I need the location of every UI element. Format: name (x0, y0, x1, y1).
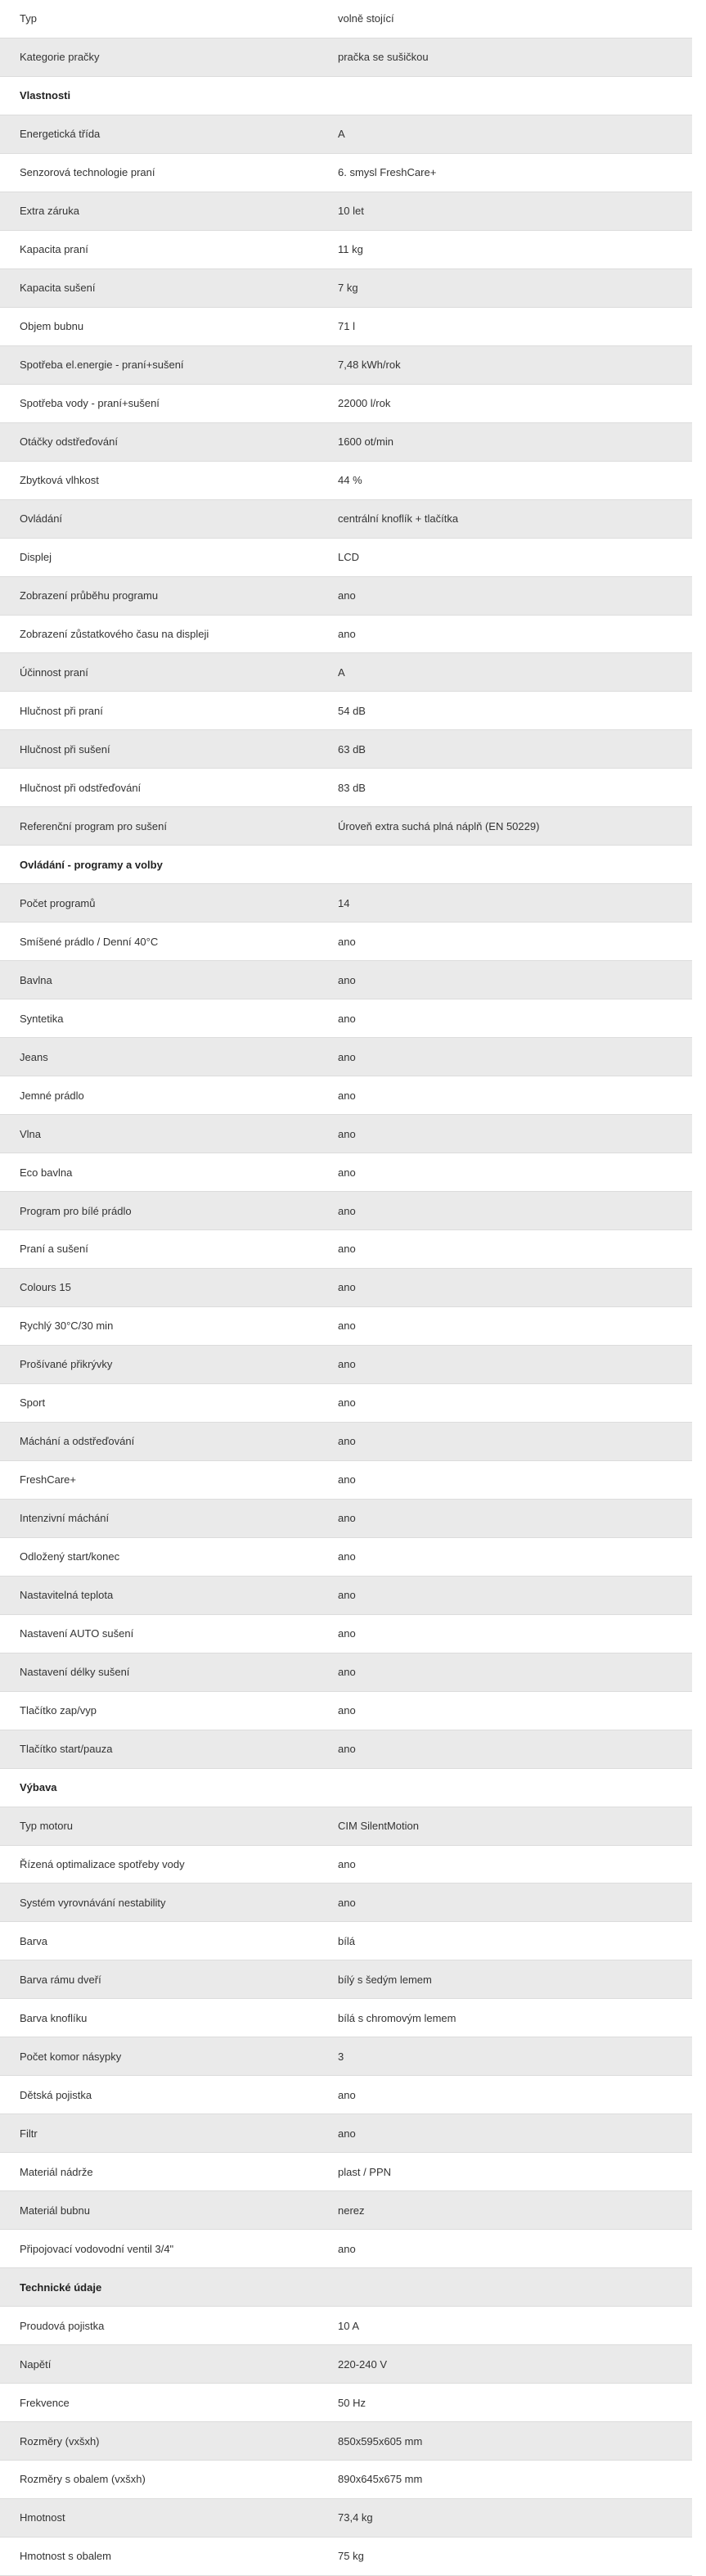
spec-label: Barva knoflíku (20, 2011, 88, 2024)
section-header-row (0, 1769, 692, 1807)
spec-row (0, 1999, 692, 2037)
spec-row (0, 1730, 692, 1769)
spec-value: ano (338, 1627, 356, 1640)
spec-row (0, 616, 692, 654)
spec-label: Typ motoru (20, 1820, 74, 1833)
spec-label: Senzorová technologie praní (20, 166, 155, 179)
spec-row (0, 884, 692, 923)
section-header-row (0, 846, 692, 884)
spec-row (0, 2037, 692, 2076)
section-title: Výbava (20, 1781, 57, 1794)
spec-row (0, 462, 692, 500)
spec-value: A (338, 665, 345, 679)
spec-label: Počet programů (20, 896, 96, 909)
spec-value: ano (338, 1243, 356, 1256)
section-header-row (0, 77, 692, 115)
spec-value: ano (338, 1512, 356, 1525)
spec-label: Sport (20, 1396, 46, 1410)
spec-row (0, 539, 692, 577)
spec-row (0, 1423, 692, 1461)
spec-value: 11 kg (338, 243, 363, 256)
spec-value: 890x645x675 mm (338, 2473, 423, 2486)
spec-value: centrální knoflík + tlačítka (338, 512, 459, 526)
spec-value: 71 l (338, 320, 355, 333)
section-title: Ovládání - programy a volby (20, 858, 163, 871)
spec-value: ano (338, 1473, 356, 1487)
spec-label: Filtr (20, 2127, 38, 2140)
spec-label: Spotřeba vody - praní+sušení (20, 397, 160, 410)
spec-row (0, 2345, 692, 2384)
spec-label: Jeans (20, 1050, 48, 1063)
spec-value: ano (338, 935, 356, 948)
spec-value: ano (338, 1050, 356, 1063)
spec-value: ano (338, 1012, 356, 1025)
spec-value: ano (338, 1166, 356, 1179)
spec-row (0, 154, 692, 192)
spec-label: Barva rámu dveří (20, 1973, 101, 1986)
spec-row (0, 346, 692, 385)
spec-value: ano (338, 1127, 356, 1140)
spec-value: plast / PPN (338, 2165, 392, 2178)
spec-label: Hmotnost (20, 2511, 65, 2524)
spec-label: Typ (20, 12, 37, 25)
spec-row (0, 692, 692, 730)
spec-value: 14 (338, 896, 350, 909)
spec-value: ano (338, 1358, 356, 1371)
spec-label: Hlučnost při odstřeďování (20, 781, 142, 794)
spec-value: 83 dB (338, 781, 366, 794)
spec-label: Energetická třída (20, 128, 101, 141)
spec-label: Účinnost praní (20, 665, 88, 679)
spec-row (0, 1653, 692, 1692)
spec-row (0, 1615, 692, 1653)
spec-value: ano (338, 2127, 356, 2140)
spec-value: ano (338, 2088, 356, 2101)
spec-row (0, 653, 692, 692)
spec-row (0, 231, 692, 269)
spec-label: Kapacita sušení (20, 282, 96, 295)
spec-value: bílá s chromovým lemem (338, 2011, 456, 2024)
spec-label: Objem bubnu (20, 320, 84, 333)
spec-value: 3 (338, 2050, 344, 2063)
spec-row (0, 2191, 692, 2230)
spec-label: Nastavení délky sušení (20, 1666, 130, 1679)
spec-label: Hlučnost při sušení (20, 742, 110, 756)
spec-label: Materiál bubnu (20, 2204, 90, 2217)
spec-row (0, 2422, 692, 2461)
spec-row (0, 1922, 692, 1960)
spec-value: ano (338, 627, 356, 640)
spec-row (0, 1461, 692, 1500)
spec-value: nerez (338, 2204, 365, 2217)
spec-value: ano (338, 1666, 356, 1679)
section-title: Vlastnosti (20, 89, 71, 102)
spec-row (0, 1346, 692, 1384)
spec-label: Eco bavlna (20, 1166, 73, 1179)
spec-row (0, 1692, 692, 1730)
spec-value: 63 dB (338, 742, 366, 756)
spec-label: Vlna (20, 1127, 42, 1140)
spec-label: Tlačítko start/pauza (20, 1743, 113, 1756)
spec-value: ano (338, 1320, 356, 1333)
spec-value: 7 kg (338, 282, 358, 295)
spec-label: Tlačítko zap/vyp (20, 1704, 97, 1717)
spec-value: 75 kg (338, 2550, 364, 2563)
spec-row (0, 2538, 692, 2576)
spec-row (0, 500, 692, 539)
spec-row (0, 2499, 692, 2538)
spec-row (0, 2114, 692, 2153)
spec-row (0, 1307, 692, 1346)
spec-label: FreshCare+ (20, 1473, 76, 1487)
spec-row (0, 1384, 692, 1423)
spec-row (0, 1807, 692, 1846)
spec-value: 7,48 kWh/rok (338, 359, 401, 372)
spec-value: ano (338, 1896, 356, 1909)
spec-label: Máchání a odstřeďování (20, 1435, 135, 1448)
spec-label: Jemné prádlo (20, 1089, 84, 1102)
spec-row (0, 115, 692, 154)
spec-label: Displej (20, 551, 52, 564)
spec-label: Připojovací vodovodní ventil 3/4" (20, 2242, 174, 2255)
spec-value: ano (338, 1089, 356, 1102)
spec-label: Barva (20, 1934, 47, 1947)
spec-row (0, 2384, 692, 2422)
spec-label: Zobrazení zůstatkového času na displeji (20, 627, 209, 640)
spec-value: ano (338, 1281, 356, 1294)
spec-row (0, 0, 692, 38)
spec-label: Program pro bílé prádlo (20, 1204, 132, 1217)
spec-label: Prošívané přikrývky (20, 1358, 113, 1371)
spec-value: ano (338, 1743, 356, 1756)
spec-label: Smíšené prádlo / Denní 40°C (20, 935, 159, 948)
spec-value: volně stojící (338, 12, 394, 25)
spec-row (0, 385, 692, 423)
spec-row (0, 2230, 692, 2268)
spec-value: ano (338, 973, 356, 986)
spec-row (0, 961, 692, 999)
spec-label: Hlučnost při praní (20, 704, 103, 717)
spec-label: Zbytková vlhkost (20, 474, 99, 487)
spec-row (0, 1884, 692, 1922)
spec-label: Spotřeba el.energie - praní+sušení (20, 359, 184, 372)
spec-label: Napětí (20, 2357, 52, 2371)
spec-value: ano (338, 2242, 356, 2255)
spec-value: 10 let (338, 205, 364, 218)
spec-value: ano (338, 1396, 356, 1410)
spec-label: Nastavení AUTO sušení (20, 1627, 134, 1640)
spec-value: 850x595x605 mm (338, 2434, 423, 2447)
spec-label: Syntetika (20, 1012, 64, 1025)
spec-value: 73,4 kg (338, 2511, 373, 2524)
spec-label: Nastavitelná teplota (20, 1589, 114, 1602)
spec-row (0, 769, 692, 807)
spec-value: 54 dB (338, 704, 366, 717)
spec-row (0, 192, 692, 231)
spec-value: ano (338, 1589, 356, 1602)
spec-label: Praní a sušení (20, 1243, 88, 1256)
spec-row (0, 1038, 692, 1076)
spec-row (0, 730, 692, 769)
spec-label: Rozměry s obalem (vxšxh) (20, 2473, 146, 2486)
spec-row (0, 1538, 692, 1577)
spec-row (0, 923, 692, 961)
spec-label: Ovládání (20, 512, 63, 526)
spec-row (0, 1577, 692, 1615)
spec-row (0, 2307, 692, 2345)
spec-value: ano (338, 1704, 356, 1717)
spec-row (0, 577, 692, 616)
spec-label: Hmotnost s obalem (20, 2550, 111, 2563)
spec-label: Rozměry (vxšxh) (20, 2434, 100, 2447)
spec-label: Extra záruka (20, 205, 79, 218)
spec-row (0, 1076, 692, 1115)
spec-value: 6. smysl FreshCare+ (338, 166, 437, 179)
spec-value: A (338, 128, 345, 141)
spec-value: ano (338, 1550, 356, 1563)
spec-label: Dětská pojistka (20, 2088, 92, 2101)
spec-label: Rychlý 30°C/30 min (20, 1320, 114, 1333)
spec-value: bílá (338, 1934, 355, 1947)
spec-value: ano (338, 1857, 356, 1870)
spec-value: CIM SilentMotion (338, 1820, 419, 1833)
spec-label: Zobrazení průběhu programu (20, 589, 159, 602)
spec-label: Materiál nádrže (20, 2165, 93, 2178)
spec-row (0, 2153, 692, 2191)
spec-row (0, 1269, 692, 1307)
spec-label: Intenzivní máchání (20, 1512, 110, 1525)
spec-value: ano (338, 1435, 356, 1448)
spec-row (0, 2461, 692, 2499)
spec-row (0, 1115, 692, 1153)
spec-label: Proudová pojistka (20, 2319, 105, 2332)
spec-value: bílý s šedým lemem (338, 1973, 432, 1986)
spec-value: pračka se sušičkou (338, 51, 429, 64)
spec-row (0, 423, 692, 462)
spec-row (0, 308, 692, 346)
spec-value: LCD (338, 551, 360, 564)
spec-row (0, 38, 692, 77)
spec-row (0, 1846, 692, 1884)
spec-value: 1600 ot/min (338, 435, 393, 449)
spec-value: 22000 l/rok (338, 397, 391, 410)
spec-row (0, 2076, 692, 2114)
spec-label: Colours 15 (20, 1281, 71, 1294)
spec-label: Bavlna (20, 973, 52, 986)
spec-value: Úroveň extra suchá plná náplň (EN 50229) (338, 819, 540, 832)
spec-label: Kategorie pračky (20, 51, 100, 64)
spec-row (0, 269, 692, 308)
spec-label: Systém vyrovnávání nestability (20, 1896, 166, 1909)
section-header-row (0, 2268, 692, 2307)
spec-row (0, 1153, 692, 1192)
spec-label: Kapacita praní (20, 243, 88, 256)
section-title: Technické údaje (20, 2281, 102, 2294)
spec-row (0, 1960, 692, 1999)
spec-value: 220-240 V (338, 2357, 387, 2371)
spec-row (0, 1192, 692, 1230)
spec-value: ano (338, 589, 356, 602)
spec-label: Referenční program pro sušení (20, 819, 167, 832)
spec-row (0, 1230, 692, 1269)
spec-label: Odložený start/konec (20, 1550, 120, 1563)
spec-row (0, 1500, 692, 1538)
spec-label: Řízená optimalizace spotřeby vody (20, 1857, 185, 1870)
spec-row (0, 807, 692, 846)
spec-value: 50 Hz (338, 2396, 366, 2409)
spec-label: Otáčky odstřeďování (20, 435, 118, 449)
spec-value: 10 A (338, 2319, 360, 2332)
spec-label: Frekvence (20, 2396, 70, 2409)
spec-row (0, 999, 692, 1038)
spec-value: 44 % (338, 474, 362, 487)
spec-label: Počet komor násypky (20, 2050, 122, 2063)
spec-value: ano (338, 1204, 356, 1217)
